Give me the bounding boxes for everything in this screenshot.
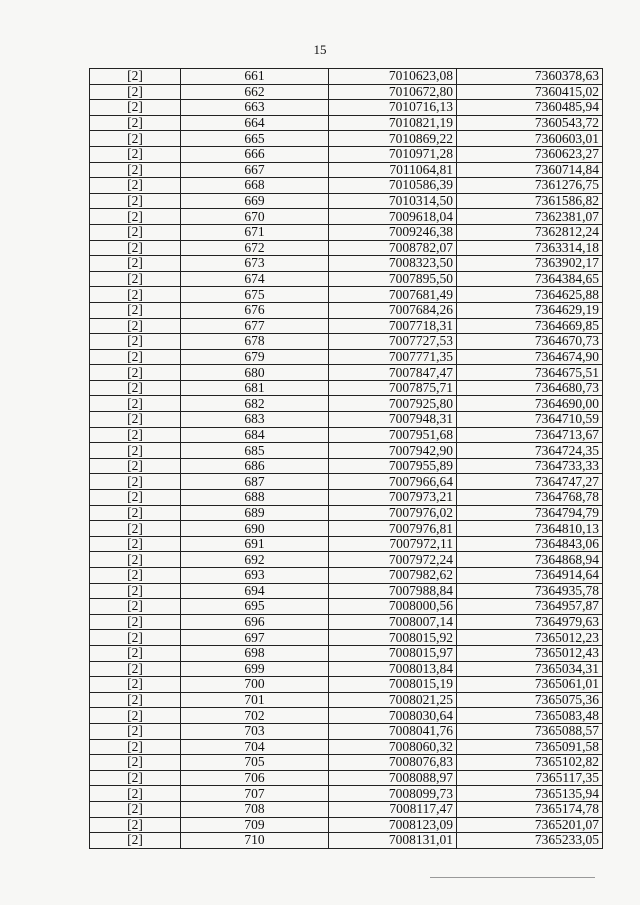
cell-point-number: 676 <box>181 302 329 318</box>
cell-point-number: 708 <box>181 801 329 817</box>
cell-point-number: 706 <box>181 770 329 786</box>
cell-x-coordinate: 7007951,68 <box>329 427 457 443</box>
cell-x-coordinate: 7007718,31 <box>329 318 457 334</box>
cell-x-coordinate: 7008060,32 <box>329 739 457 755</box>
cell-x-coordinate: 7007955,89 <box>329 458 457 474</box>
cell-point-number: 661 <box>181 69 329 85</box>
cell-x-coordinate: 7007875,71 <box>329 380 457 396</box>
cell-reference: [2] <box>90 708 181 724</box>
table-row <box>90 739 603 755</box>
cell-reference: [2] <box>90 755 181 771</box>
cell-reference: [2] <box>90 287 181 303</box>
cell-y-coordinate: 7364674,90 <box>457 349 603 365</box>
cell-point-number: 683 <box>181 412 329 428</box>
cell-x-coordinate: 7009246,38 <box>329 224 457 240</box>
cell-point-number: 670 <box>181 209 329 225</box>
cell-reference: [2] <box>90 240 181 256</box>
cell-y-coordinate: 7364747,27 <box>457 474 603 490</box>
cell-point-number: 703 <box>181 723 329 739</box>
cell-y-coordinate: 7360603,01 <box>457 131 603 147</box>
table-row <box>90 661 603 677</box>
table-row <box>90 614 603 630</box>
cell-x-coordinate: 7008323,50 <box>329 256 457 272</box>
cell-reference: [2] <box>90 100 181 116</box>
cell-x-coordinate: 7010716,13 <box>329 100 457 116</box>
cell-y-coordinate: 7365117,35 <box>457 770 603 786</box>
cell-reference: [2] <box>90 490 181 506</box>
cell-reference: [2] <box>90 349 181 365</box>
cell-x-coordinate: 7007972,24 <box>329 552 457 568</box>
table-row <box>90 396 603 412</box>
cell-point-number: 694 <box>181 583 329 599</box>
cell-y-coordinate: 7364768,78 <box>457 490 603 506</box>
table-row <box>90 271 603 287</box>
cell-reference: [2] <box>90 505 181 521</box>
cell-point-number: 674 <box>181 271 329 287</box>
cell-x-coordinate: 7007976,02 <box>329 505 457 521</box>
table-row <box>90 552 603 568</box>
table-row <box>90 474 603 490</box>
cell-point-number: 702 <box>181 708 329 724</box>
cell-y-coordinate: 7362812,24 <box>457 224 603 240</box>
cell-point-number: 696 <box>181 614 329 630</box>
cell-point-number: 667 <box>181 162 329 178</box>
cell-point-number: 700 <box>181 677 329 693</box>
cell-y-coordinate: 7360485,94 <box>457 100 603 116</box>
cell-y-coordinate: 7365083,48 <box>457 708 603 724</box>
cell-reference: [2] <box>90 474 181 490</box>
cell-point-number: 663 <box>181 100 329 116</box>
cell-point-number: 668 <box>181 178 329 194</box>
cell-point-number: 684 <box>181 427 329 443</box>
cell-x-coordinate: 7008000,56 <box>329 599 457 615</box>
cell-point-number: 678 <box>181 334 329 350</box>
cell-x-coordinate: 7007681,49 <box>329 287 457 303</box>
cell-y-coordinate: 7365088,57 <box>457 723 603 739</box>
cell-y-coordinate: 7364670,73 <box>457 334 603 350</box>
table-row <box>90 287 603 303</box>
cell-y-coordinate: 7365102,82 <box>457 755 603 771</box>
cell-point-number: 675 <box>181 287 329 303</box>
cell-reference: [2] <box>90 318 181 334</box>
cell-x-coordinate: 7007684,26 <box>329 302 457 318</box>
table-row <box>90 209 603 225</box>
cell-x-coordinate: 7008076,83 <box>329 755 457 771</box>
table-row <box>90 412 603 428</box>
cell-reference: [2] <box>90 630 181 646</box>
cell-x-coordinate: 7008015,19 <box>329 677 457 693</box>
cell-y-coordinate: 7364629,19 <box>457 302 603 318</box>
cell-reference: [2] <box>90 224 181 240</box>
table-row <box>90 817 603 833</box>
cell-x-coordinate: 7010586,39 <box>329 178 457 194</box>
table-row <box>90 708 603 724</box>
table-row <box>90 505 603 521</box>
cell-point-number: 699 <box>181 661 329 677</box>
page-number: 15 <box>313 42 327 57</box>
table-row <box>90 131 603 147</box>
cell-reference: [2] <box>90 817 181 833</box>
cell-point-number: 692 <box>181 552 329 568</box>
table-row <box>90 380 603 396</box>
cell-point-number: 680 <box>181 365 329 381</box>
cell-x-coordinate: 7008013,84 <box>329 661 457 677</box>
table-row <box>90 365 603 381</box>
cell-x-coordinate: 7008021,25 <box>329 692 457 708</box>
cell-reference: [2] <box>90 645 181 661</box>
cell-reference: [2] <box>90 536 181 552</box>
cell-y-coordinate: 7364710,59 <box>457 412 603 428</box>
cell-reference: [2] <box>90 302 181 318</box>
cell-y-coordinate: 7364669,85 <box>457 318 603 334</box>
cell-reference: [2] <box>90 115 181 131</box>
cell-point-number: 685 <box>181 443 329 459</box>
cell-point-number: 669 <box>181 193 329 209</box>
cell-y-coordinate: 7364384,65 <box>457 271 603 287</box>
cell-y-coordinate: 7364794,79 <box>457 505 603 521</box>
cell-reference: [2] <box>90 583 181 599</box>
cell-x-coordinate: 7010821,19 <box>329 115 457 131</box>
cell-point-number: 689 <box>181 505 329 521</box>
table-row <box>90 443 603 459</box>
table-row <box>90 645 603 661</box>
cell-y-coordinate: 7365034,31 <box>457 661 603 677</box>
cell-point-number: 707 <box>181 786 329 802</box>
cell-reference: [2] <box>90 256 181 272</box>
table-row <box>90 630 603 646</box>
cell-x-coordinate: 7007771,35 <box>329 349 457 365</box>
cell-y-coordinate: 7360623,27 <box>457 146 603 162</box>
cell-y-coordinate: 7364733,33 <box>457 458 603 474</box>
cell-y-coordinate: 7364868,94 <box>457 552 603 568</box>
cell-point-number: 687 <box>181 474 329 490</box>
cell-reference: [2] <box>90 69 181 85</box>
cell-reference: [2] <box>90 833 181 849</box>
table-row <box>90 755 603 771</box>
cell-y-coordinate: 7364914,64 <box>457 568 603 584</box>
cell-reference: [2] <box>90 568 181 584</box>
cell-reference: [2] <box>90 396 181 412</box>
cell-point-number: 701 <box>181 692 329 708</box>
cell-point-number: 690 <box>181 521 329 537</box>
cell-x-coordinate: 7007895,50 <box>329 271 457 287</box>
table-row <box>90 692 603 708</box>
cell-point-number: 686 <box>181 458 329 474</box>
table-row <box>90 723 603 739</box>
cell-y-coordinate: 7363314,18 <box>457 240 603 256</box>
cell-x-coordinate: 7008131,01 <box>329 833 457 849</box>
cell-x-coordinate: 7007942,90 <box>329 443 457 459</box>
cell-reference: [2] <box>90 723 181 739</box>
cell-x-coordinate: 7007925,80 <box>329 396 457 412</box>
cell-y-coordinate: 7364843,06 <box>457 536 603 552</box>
cell-point-number: 666 <box>181 146 329 162</box>
table-row <box>90 599 603 615</box>
cell-reference: [2] <box>90 692 181 708</box>
cell-point-number: 695 <box>181 599 329 615</box>
cell-y-coordinate: 7364979,63 <box>457 614 603 630</box>
table-row <box>90 349 603 365</box>
cell-x-coordinate: 7008015,92 <box>329 630 457 646</box>
cell-x-coordinate: 7009618,04 <box>329 209 457 225</box>
cell-y-coordinate: 7364713,67 <box>457 427 603 443</box>
cell-reference: [2] <box>90 661 181 677</box>
table-row <box>90 427 603 443</box>
cell-y-coordinate: 7365135,94 <box>457 786 603 802</box>
cell-point-number: 688 <box>181 490 329 506</box>
table-row <box>90 162 603 178</box>
table-row <box>90 770 603 786</box>
cell-point-number: 691 <box>181 536 329 552</box>
cell-x-coordinate: 7007948,31 <box>329 412 457 428</box>
cell-point-number: 664 <box>181 115 329 131</box>
cell-point-number: 662 <box>181 84 329 100</box>
cell-x-coordinate: 7010971,28 <box>329 146 457 162</box>
cell-x-coordinate: 7007973,21 <box>329 490 457 506</box>
cell-reference: [2] <box>90 801 181 817</box>
cell-reference: [2] <box>90 84 181 100</box>
cell-x-coordinate: 7010869,22 <box>329 131 457 147</box>
cell-y-coordinate: 7363902,17 <box>457 256 603 272</box>
cell-reference: [2] <box>90 271 181 287</box>
cell-y-coordinate: 7365174,78 <box>457 801 603 817</box>
cell-x-coordinate: 7007847,47 <box>329 365 457 381</box>
cell-y-coordinate: 7365233,05 <box>457 833 603 849</box>
cell-x-coordinate: 7008015,97 <box>329 645 457 661</box>
table-row <box>90 302 603 318</box>
cell-y-coordinate: 7365061,01 <box>457 677 603 693</box>
cell-point-number: 697 <box>181 630 329 646</box>
table-row <box>90 193 603 209</box>
table-row <box>90 84 603 100</box>
cell-point-number: 665 <box>181 131 329 147</box>
cell-x-coordinate: 7007972,11 <box>329 536 457 552</box>
table-row <box>90 521 603 537</box>
cell-x-coordinate: 7008123,09 <box>329 817 457 833</box>
cell-y-coordinate: 7364957,87 <box>457 599 603 615</box>
table-row <box>90 458 603 474</box>
cell-point-number: 677 <box>181 318 329 334</box>
footer-rule <box>430 877 595 878</box>
cell-y-coordinate: 7360543,72 <box>457 115 603 131</box>
cell-reference: [2] <box>90 677 181 693</box>
cell-x-coordinate: 7008099,73 <box>329 786 457 802</box>
cell-x-coordinate: 7008117,47 <box>329 801 457 817</box>
table-row <box>90 256 603 272</box>
coordinates-table <box>89 68 603 849</box>
cell-x-coordinate: 7007988,84 <box>329 583 457 599</box>
cell-reference: [2] <box>90 146 181 162</box>
cell-reference: [2] <box>90 162 181 178</box>
cell-y-coordinate: 7364675,51 <box>457 365 603 381</box>
cell-reference: [2] <box>90 380 181 396</box>
cell-point-number: 679 <box>181 349 329 365</box>
cell-reference: [2] <box>90 739 181 755</box>
cell-reference: [2] <box>90 786 181 802</box>
cell-reference: [2] <box>90 521 181 537</box>
table-row <box>90 318 603 334</box>
coordinates-table-body <box>90 69 603 849</box>
table-row <box>90 536 603 552</box>
cell-y-coordinate: 7362381,07 <box>457 209 603 225</box>
cell-y-coordinate: 7364810,13 <box>457 521 603 537</box>
cell-y-coordinate: 7364680,73 <box>457 380 603 396</box>
cell-y-coordinate: 7364690,00 <box>457 396 603 412</box>
cell-x-coordinate: 7007982,62 <box>329 568 457 584</box>
cell-reference: [2] <box>90 443 181 459</box>
cell-x-coordinate: 7008007,14 <box>329 614 457 630</box>
cell-y-coordinate: 7365012,23 <box>457 630 603 646</box>
cell-y-coordinate: 7364935,78 <box>457 583 603 599</box>
cell-x-coordinate: 7007727,53 <box>329 334 457 350</box>
table-row <box>90 100 603 116</box>
cell-x-coordinate: 7010314,50 <box>329 193 457 209</box>
cell-reference: [2] <box>90 131 181 147</box>
cell-point-number: 672 <box>181 240 329 256</box>
cell-y-coordinate: 7365091,58 <box>457 739 603 755</box>
cell-reference: [2] <box>90 334 181 350</box>
cell-x-coordinate: 7008041,76 <box>329 723 457 739</box>
cell-point-number: 681 <box>181 380 329 396</box>
cell-x-coordinate: 7008088,97 <box>329 770 457 786</box>
cell-reference: [2] <box>90 193 181 209</box>
table-row <box>90 224 603 240</box>
cell-y-coordinate: 7360415,02 <box>457 84 603 100</box>
table-row <box>90 490 603 506</box>
cell-reference: [2] <box>90 599 181 615</box>
table-row <box>90 677 603 693</box>
cell-reference: [2] <box>90 178 181 194</box>
cell-x-coordinate: 7010623,08 <box>329 69 457 85</box>
cell-point-number: 698 <box>181 645 329 661</box>
cell-y-coordinate: 7364724,35 <box>457 443 603 459</box>
cell-point-number: 705 <box>181 755 329 771</box>
cell-y-coordinate: 7361586,82 <box>457 193 603 209</box>
cell-point-number: 671 <box>181 224 329 240</box>
cell-x-coordinate: 7008782,07 <box>329 240 457 256</box>
cell-reference: [2] <box>90 614 181 630</box>
cell-reference: [2] <box>90 365 181 381</box>
table-row <box>90 334 603 350</box>
cell-x-coordinate: 7011064,81 <box>329 162 457 178</box>
cell-y-coordinate: 7365201,07 <box>457 817 603 833</box>
cell-point-number: 693 <box>181 568 329 584</box>
table-row <box>90 115 603 131</box>
cell-point-number: 704 <box>181 739 329 755</box>
cell-y-coordinate: 7360378,63 <box>457 69 603 85</box>
table-row <box>90 833 603 849</box>
table-row <box>90 568 603 584</box>
cell-x-coordinate: 7007966,64 <box>329 474 457 490</box>
cell-point-number: 709 <box>181 817 329 833</box>
cell-reference: [2] <box>90 552 181 568</box>
table-row <box>90 178 603 194</box>
cell-reference: [2] <box>90 209 181 225</box>
table-row <box>90 146 603 162</box>
cell-y-coordinate: 7364625,88 <box>457 287 603 303</box>
cell-y-coordinate: 7360714,84 <box>457 162 603 178</box>
cell-reference: [2] <box>90 427 181 443</box>
cell-point-number: 682 <box>181 396 329 412</box>
cell-point-number: 673 <box>181 256 329 272</box>
cell-reference: [2] <box>90 770 181 786</box>
cell-x-coordinate: 7007976,81 <box>329 521 457 537</box>
cell-y-coordinate: 7361276,75 <box>457 178 603 194</box>
cell-reference: [2] <box>90 458 181 474</box>
cell-x-coordinate: 7008030,64 <box>329 708 457 724</box>
table-row <box>90 801 603 817</box>
cell-y-coordinate: 7365075,36 <box>457 692 603 708</box>
cell-reference: [2] <box>90 412 181 428</box>
cell-x-coordinate: 7010672,80 <box>329 84 457 100</box>
table-row <box>90 583 603 599</box>
table-row <box>90 69 603 85</box>
table-row <box>90 240 603 256</box>
cell-y-coordinate: 7365012,43 <box>457 645 603 661</box>
table-row <box>90 786 603 802</box>
cell-point-number: 710 <box>181 833 329 849</box>
